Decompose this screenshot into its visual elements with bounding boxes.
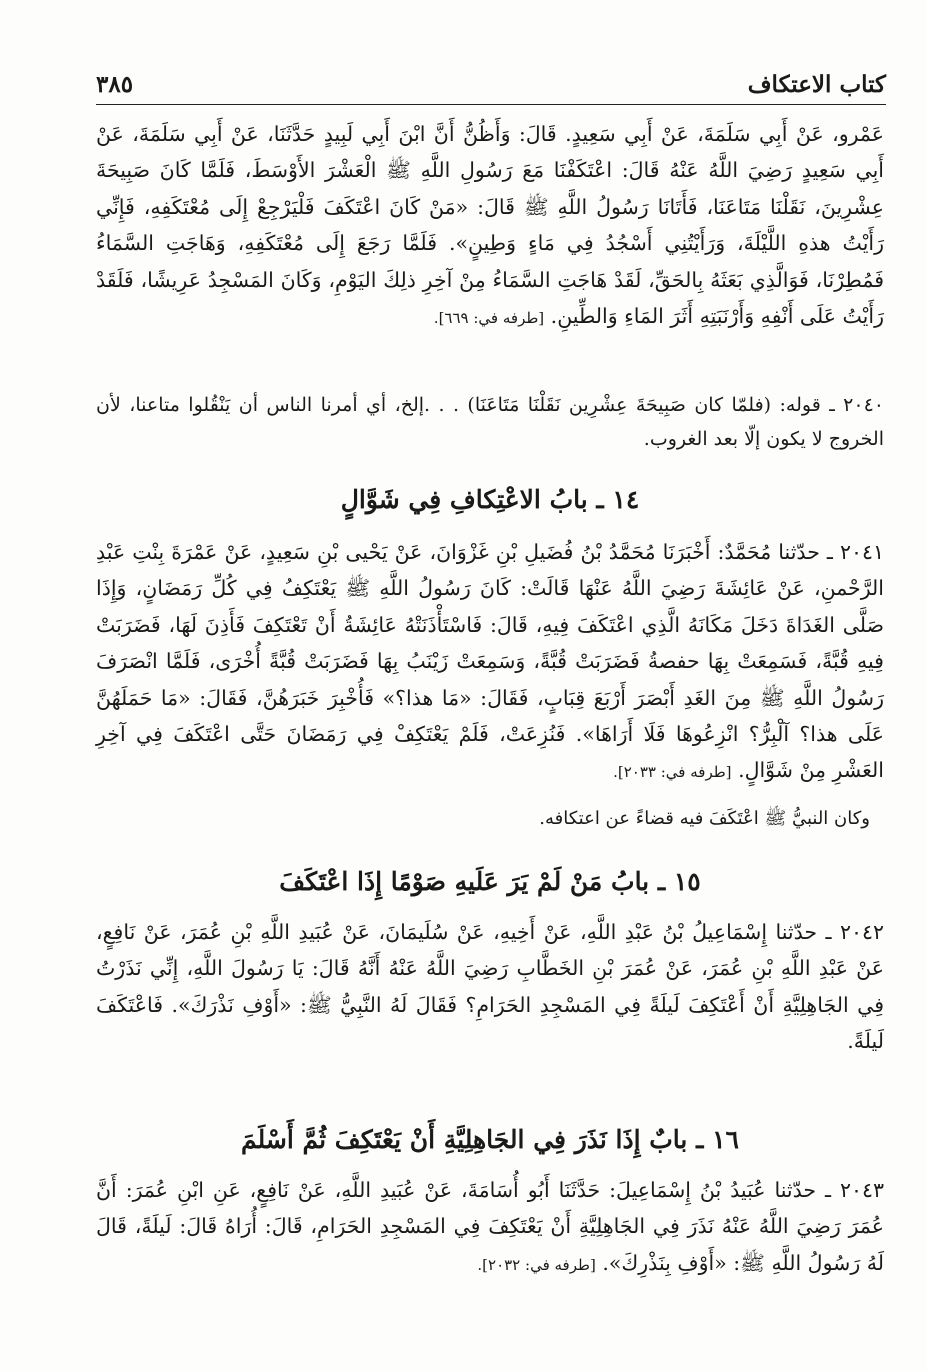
header-rule (96, 104, 886, 105)
cross-reference: [طرفه في: ٢٠٣٣]. (613, 763, 732, 782)
hadith-2042: ٢٠٤٢ ـ حدّثنا إِسْمَاعِيلُ بْنُ عَبْدِ اللَّهِ، عَنْ أَخِيهِ، عَنْ سُلَيمَانَ، عَنْ عُبَيدِ اللَّهِ بْنِ عُمَرَ، عَنْ نَافِعٍ، عَنْ عَبْدِ اللَّهِ بْنِ عُمَرَ، عَنْ عُمَرَ بْنِ الخَطَّابِ رَضِيَ اللَّهُ عَنْهُ أَنَّهُ قَالَ: يَا رَسُولَ اللَّهِ، إِنِّي نَذَرْتُ فِي الجَاهِلِيَّةِ أَنْ أَعْتَكِفَ لَيلَةً فِي المَسْجِدِ الحَرَامِ؟ فَقَالَ لَهُ النَّبِيُّ ﷺ: «أَوْفِ نَذْرَكَ». فَاعْتَكَفَ لَيلَةً. (96, 920, 884, 1054)
commentary-2040: ٢٠٤٠ ـ قوله: (فلمّا كان صَبِيحَةَ عِشْرِين نَقَلْنَا مَتَاعَنَا) . . .إلخ، أي أمرنا الناس أن يَنْقُلوا متاعنا، لأن الخروج لا يكون إلّا بعد الغروب. (96, 394, 884, 450)
chapter-heading-15: ١٥ ـ بابُ مَنْ لَمْ يَرَ عَلَيهِ صَوْمًا إِذَا اعْتَكَفَ (279, 867, 701, 896)
hadith-2043 (96, 1172, 884, 1283)
running-header (96, 58, 886, 98)
cross-reference: [طرفه في: ٢٠٣٢]. (477, 1255, 596, 1274)
cross-reference: [طرفه في: ٦٦٩]. (433, 309, 545, 328)
hadith-text: عَمْرو، عَنْ أَبِي سَلَمَةَ، عَنْ أَبِي سَعِيدٍ. قَالَ: وَأَظُنُّ أَنَّ ابْنَ أَبِي لَبِيدٍ حَدَّثَنَا، عَنْ أَبِي سَلَمَةَ، عَنْ أَبِي سَعِيدٍ رَضِيَ اللَّهُ عَنْهُ قَالَ: اعْتَكَفْنَا مَعَ رَسُولِ اللَّهِ ﷺ الْعَشْرَ الأَوْسَطَ، فَلَمَّا كَانَ صَبِيحَةَ عِشْرِينَ، نَقَلْنَا مَتَاعَنَا، فَأَتَانَا رَسُولُ اللَّهِ ﷺ قَالَ: «مَنْ كَانَ اعْتَكَفَ فَلْيَرْجِعْ إِلَى مُعْتَكَفِهِ، فَإِنِّي رَأَيْتُ هذهِ اللَّيْلَةَ، وَرَأَيْتُنِي أَسْجُدُ فِي مَاءٍ وَطِينٍ». فَلَمَّا رَجَعَ إِلَى مُعْتَكَفِهِ، وَهَاجَتِ السَّمَاءُ فَمُطِرْنَا، فَوَالَّذِي بَعَثَهُ بِالحَقِّ، لَقَدْ هَاجَتِ السَّمَاءُ مِنْ آخِرِ ذلِكَ اليَوْمِ، وَكَانَ المَسْجِدُ عَرِيشًا، فَلَقَدْ رَأَيْتُ عَلَى أَنْفِهِ وَأَرْنَبَتِهِ أَثَرَ المَاءِ وَالطِّينِ. (96, 122, 884, 329)
hadith-continuation (96, 116, 884, 370)
hadith-2041 (96, 534, 884, 788)
page-body (96, 116, 884, 1283)
chapter-heading-14: ١٤ ـ بابُ الاعْتِكافِ فِي شَوَّالٍ (340, 485, 640, 514)
commentary-prophet: وكان النبيُّ ﷺ اعْتَكَفَ فيه قضاءً عن اعتكافه. (539, 808, 870, 829)
page-number: ٣٨٥ (96, 71, 134, 98)
book-chapter-title: كتاب الاعتكاف (747, 71, 886, 98)
hadith-text: ٢٠٤١ ـ حدّثنا مُحَمَّدٌ: أَخْبَرَنَا مُحَمَّدُ بْنُ فُضَيلِ بْنِ غَزْوَانَ، عَنْ يَحْيى بْنِ سَعِيدٍ، عَنْ عَمْرَةَ بِنْتِ عَبْدِ الرَّحْمنِ، عَنْ عَائِشَةَ رَضِيَ اللَّهُ عَنْهَا قَالَتْ: كَانَ رَسُولُ اللَّهِ ﷺ يَعْتَكِفُ فِي كُلِّ رَمَضَانٍ، وَإِذَا صَلَّى الغَدَاةَ دَخَلَ مَكَانَهُ الَّذِي اعْتَكَفَ فِيهِ، قَالَ: فَاسْتَأْذَنَتْهُ عَائِشَةُ أَنْ تَعْتَكِفَ فَأَذِنَ لَهَا، فَضَرَبَتْ فِيهِ قُبَّةً، فَسَمِعَتْ بِهَا حفصةُ فَضَرَبَتْ قُبَّةً، وَسَمِعَتْ زَيْنَبُ بِهَا فَضَرَبَتْ قُبَّةً أُخْرَى، فَلَمَّا انْصَرَفَ رَسُولُ اللَّهِ ﷺ مِنَ الغَدِ أَبْصَرَ أَرْبَعَ قِبَابٍ، فَقَالَ: «مَا هذا؟» فَأُخْبِرَ خَبَرَهُنَّ، فَقَالَ: «مَا حَمَلَهُنَّ عَلَى هذا؟ آلْبِرُّ؟ انْزِعُوهَا فَلَا أَرَاهَا». فَنُزِعَتْ، فَلَمْ يَعْتَكِفْ فِي رَمَضَانَ حَتَّى اعْتَكَفَ فِي آخِرِ العَشْرِ مِنْ شَوَّالٍ. (96, 540, 884, 783)
hadith-text: ٢٠٤٣ ـ حدّثنا عُبَيدُ بْنُ إِسْمَاعِيلَ: حَدَّثَنَا أَبُو أُسَامَةَ، عَنْ عُبَيدِ اللَّهِ، عَنْ نَافِعٍ، عَنِ ابْنِ عُمَرَ: أَنَّ عُمَرَ رَضِيَ اللَّهُ عَنْهُ نَذَرَ فِي الجَاهِلِيَّةِ أَنْ يَعْتَكِفَ فِي المَسْجِدِ الحَرَامِ، قَالَ: أُرَاهُ قَالَ: لَيلَةً، قَالَ لَهُ رَسُولُ اللَّهِ ﷺ: «أَوْفِ بِنَذْرِكَ». (96, 1178, 884, 1275)
chapter-heading-16: ١٦ ـ بابٌ إِذَا نَذَرَ فِي الجَاهِلِيَّةِ أَنْ يَعْتَكِفَ ثُمَّ أَسْلَمَ (241, 1125, 739, 1154)
